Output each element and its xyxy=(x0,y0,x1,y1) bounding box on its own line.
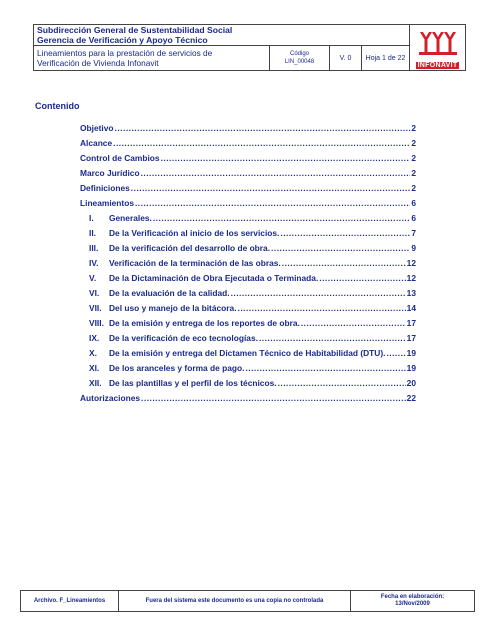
toc-leader-dots xyxy=(231,288,406,298)
code-label: Código xyxy=(289,51,309,57)
toc-entry-page: 2 xyxy=(411,153,416,163)
toc-entry[interactable] xyxy=(80,228,416,243)
toc-entry-text: De la emisión y entrega de los reportes de obra. xyxy=(109,318,300,328)
toc-leader-dots xyxy=(161,153,411,163)
toc-leader-dots xyxy=(113,138,410,148)
toc-leader-dots xyxy=(280,228,410,238)
org-line-2: Gerencia de Verificación y Apoyo Técnico xyxy=(37,35,208,45)
toc-entry-number: XI. xyxy=(89,363,100,373)
toc-entry-page: 13 xyxy=(406,288,416,298)
toc-entry[interactable] xyxy=(80,153,416,168)
toc-leader-dots xyxy=(319,273,405,283)
doc-title-line-1: Lineamientos para la prestación de servicios de xyxy=(37,48,213,58)
toc-entry[interactable] xyxy=(80,258,416,273)
header-table xyxy=(33,24,466,71)
toc-entry-page: 12 xyxy=(406,258,416,268)
toc-entry-text: Marco Jurídico xyxy=(80,168,140,178)
toc-entry-page: 19 xyxy=(406,363,416,373)
version: V. 0 xyxy=(330,46,362,71)
infonavit-logo-icon xyxy=(418,28,458,56)
toc-entry-text: Generales. xyxy=(109,213,152,223)
toc-entry[interactable] xyxy=(80,393,416,408)
org-line-1: Subdirección General de Sustentabilidad Social xyxy=(37,25,233,35)
toc-entry[interactable] xyxy=(80,348,416,363)
toc-leader-dots xyxy=(135,198,410,208)
toc-leader-dots xyxy=(259,333,406,343)
footer-date-value: 13/Nov/2009 xyxy=(395,601,430,607)
toc-entry-text: De la verificación de eco tecnologías. xyxy=(109,333,258,343)
toc-entry[interactable] xyxy=(80,363,416,378)
footer-date-label: Fecha en elaboración: xyxy=(380,594,445,600)
toc-entry-page: 9 xyxy=(411,243,416,253)
toc-entry-page: 2 xyxy=(411,138,416,148)
toc-entry[interactable] xyxy=(80,198,416,213)
toc-entry-number: IV. xyxy=(89,258,99,268)
toc-entry-text: Autorizaciones xyxy=(80,393,141,403)
toc-entry-number: III. xyxy=(89,243,99,253)
toc-entry-page: 2 xyxy=(411,183,416,193)
toc-entry-page: 2 xyxy=(411,168,416,178)
toc-entry-text: De la evaluación de la calidad. xyxy=(109,288,230,298)
code-cell xyxy=(270,46,330,71)
toc-entry-number: XII. xyxy=(89,378,102,388)
toc-entry[interactable] xyxy=(80,243,416,258)
toc-entry-number: VI. xyxy=(89,288,100,298)
toc-entry[interactable] xyxy=(80,303,416,318)
toc-leader-dots xyxy=(278,378,406,388)
toc-entry-page: 14 xyxy=(406,303,416,313)
toc-entry-text: Objetivo xyxy=(80,123,114,133)
doc-title-cell xyxy=(34,46,270,71)
toc-entry-page: 17 xyxy=(406,333,416,343)
toc-leader-dots xyxy=(141,393,406,403)
toc-leader-dots xyxy=(115,123,411,133)
toc-leader-dots xyxy=(131,183,411,193)
toc-entry[interactable] xyxy=(80,288,416,303)
toc-entry-text: De la Dictaminación de Obra Ejecutada o Terminada. xyxy=(109,273,319,283)
doc-title-line-2: Verificación de Vivienda Infonavit xyxy=(37,58,159,68)
toc-entry-number: II. xyxy=(89,228,96,238)
toc-entry-page: 6 xyxy=(411,213,416,223)
toc-entry[interactable] xyxy=(80,318,416,333)
toc-entry-page: 20 xyxy=(406,378,416,388)
toc-leader-dots xyxy=(301,318,406,328)
toc-leader-dots xyxy=(386,348,405,358)
toc-entry-text: Control de Cambios xyxy=(80,153,160,163)
toc-entry-text: De la verificación del desarrollo de obra. xyxy=(109,243,271,253)
footer-table xyxy=(20,590,475,612)
toc-leader-dots xyxy=(245,363,405,373)
toc-entry[interactable] xyxy=(80,183,416,198)
toc-entry-page: 12 xyxy=(406,273,416,283)
logo-cell xyxy=(410,25,466,71)
toc-leader-dots xyxy=(141,168,411,178)
toc-entry-page: 19 xyxy=(406,348,416,358)
logo-text: INFONAVIT xyxy=(417,62,458,69)
toc-leader-dots xyxy=(282,258,406,268)
toc-entry-text: De las plantillas y el perfil de los técnicos. xyxy=(109,378,277,388)
toc-entry-number: I. xyxy=(89,213,94,223)
table-of-contents xyxy=(80,123,416,408)
toc-entry[interactable] xyxy=(80,273,416,288)
footer-date-cell xyxy=(351,591,475,612)
toc-entry[interactable] xyxy=(80,333,416,348)
toc-entry-text: Lineamientos xyxy=(80,198,134,208)
toc-entry-number: X. xyxy=(89,348,97,358)
footer-archive: Archivo. F_Lineamientos xyxy=(21,591,119,612)
toc-entry-number: VIII. xyxy=(89,318,104,328)
footer-notice: Fuera del sistema este documento es una copia no controlada xyxy=(119,591,351,612)
toc-leader-dots xyxy=(238,303,406,313)
toc-entry-page: 22 xyxy=(406,393,416,403)
contents-title: Contenido xyxy=(35,101,80,111)
toc-entry-text: Alcance xyxy=(80,138,113,148)
toc-entry[interactable] xyxy=(80,123,416,138)
toc-entry-text: Del uso y manejo de la bitácora. xyxy=(109,303,237,313)
toc-entry-text: De los aranceles y forma de pago. xyxy=(109,363,245,373)
toc-leader-dots xyxy=(153,213,410,223)
toc-entry-text: De la emisión y entrega del Dictamen Técnico de Habitabilidad (DTU). xyxy=(109,348,386,358)
toc-leader-dots xyxy=(271,243,410,253)
toc-entry-page: 2 xyxy=(411,123,416,133)
toc-entry-text: Verificación de la terminación de las obras. xyxy=(109,258,281,268)
header-org-cell xyxy=(34,25,410,46)
toc-entry-number: IX. xyxy=(89,333,100,343)
toc-entry-number: V. xyxy=(89,273,97,283)
toc-entry-page: 17 xyxy=(406,318,416,328)
page-number: Hoja 1 de 22 xyxy=(362,46,410,71)
toc-entry-number: VII. xyxy=(89,303,102,313)
toc-entry[interactable] xyxy=(80,138,416,153)
toc-entry-text: De la Verificación al inicio de los servicios. xyxy=(109,228,280,238)
toc-entry-page: 7 xyxy=(411,228,416,238)
toc-entry-page: 6 xyxy=(411,198,416,208)
toc-entry-text: Definiciones xyxy=(80,183,130,193)
toc-entry[interactable] xyxy=(80,378,416,393)
code-value: LIN_00048 xyxy=(284,59,315,65)
toc-entry[interactable] xyxy=(80,168,416,183)
toc-entry[interactable] xyxy=(80,213,416,228)
